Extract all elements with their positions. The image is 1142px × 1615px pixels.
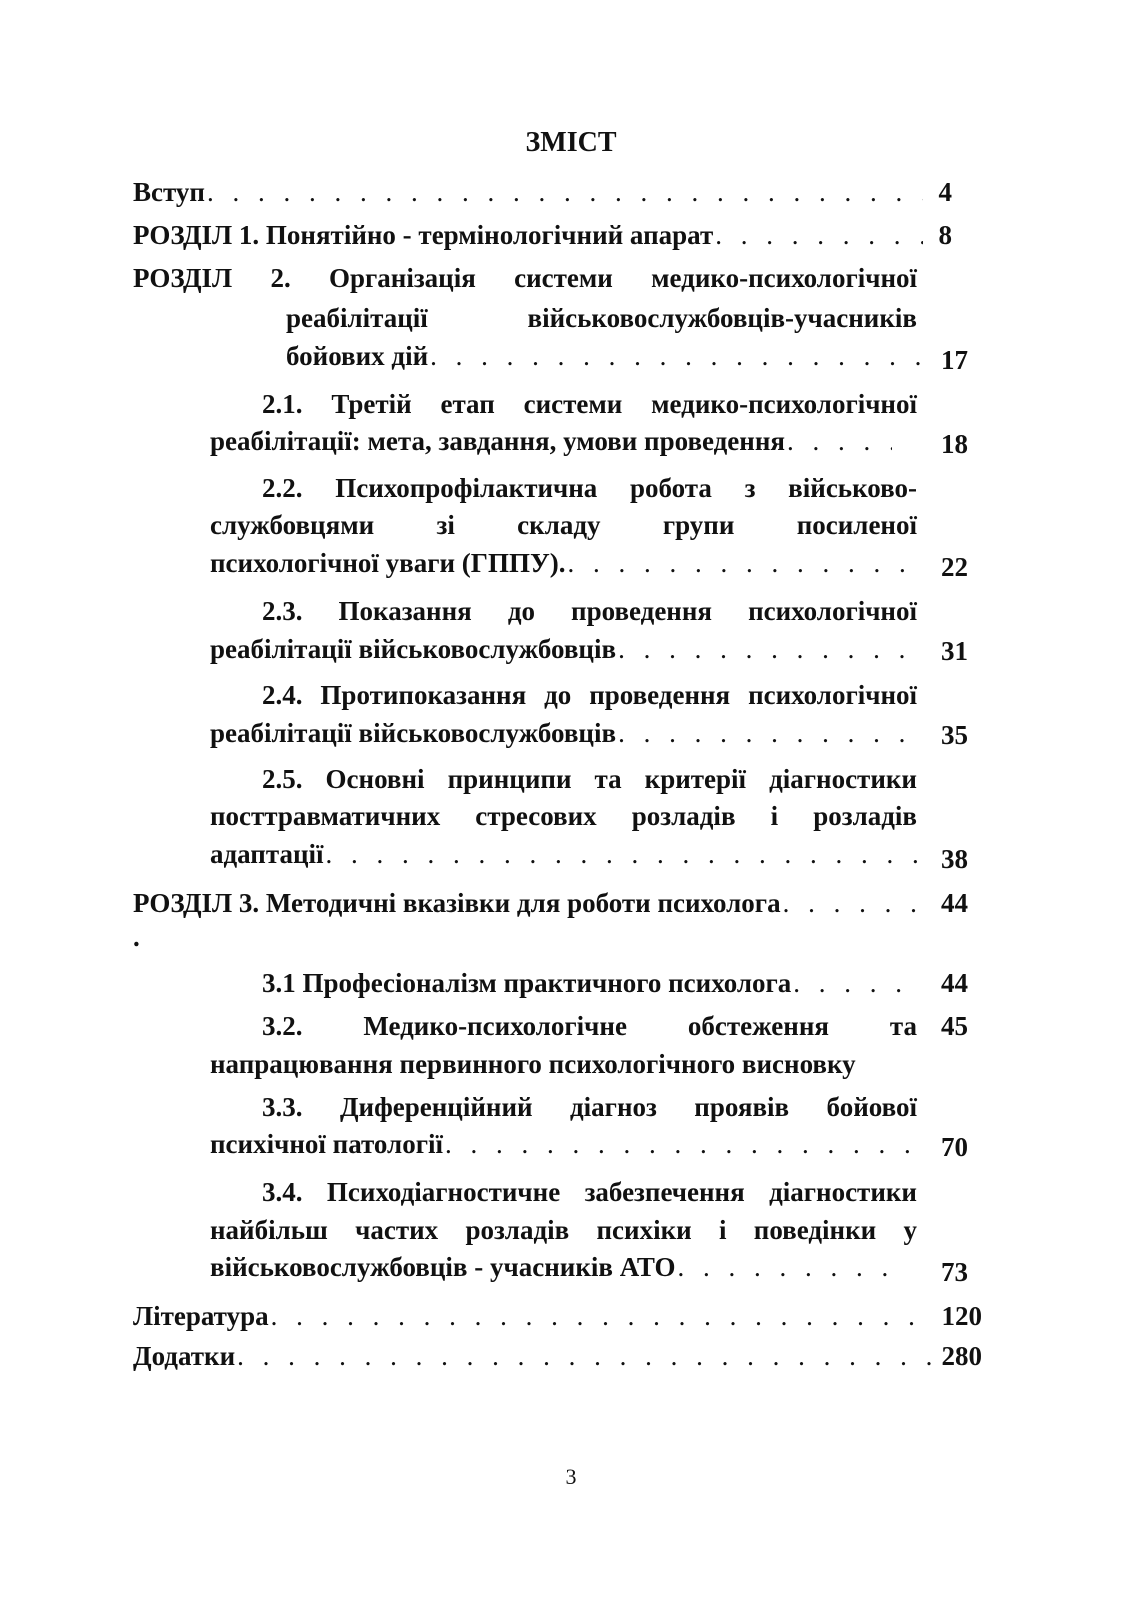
leader-dots — [430, 340, 923, 372]
leader-dots — [715, 219, 923, 251]
toc-entry-3-2-line-2[interactable]: напрацювання первинного психологічного висновку — [210, 1049, 856, 1079]
leader-dots — [568, 547, 922, 579]
toc-page-number: 8 — [938, 220, 952, 250]
toc-entry-appendices[interactable] — [133, 1340, 933, 1372]
toc-entry-3-3-line-1[interactable]: 3.3. Диференційний діагноз проявів бойової — [262, 1092, 917, 1122]
leader-dots — [618, 633, 922, 665]
toc-page-number: 18 — [941, 429, 968, 459]
leader-dots — [445, 1128, 922, 1160]
toc-page-number: 17 — [941, 345, 968, 375]
toc-entry-literature[interactable] — [133, 1300, 933, 1332]
toc-entry-2-5-line-2[interactable]: посттравматичних стресових розладів і розладів — [210, 801, 917, 831]
leader-dots — [618, 717, 922, 749]
toc-page-number: 73 — [941, 1257, 968, 1287]
toc-entry-text: реабілітації військовослужбовців — [210, 634, 617, 664]
leader-dots — [207, 176, 923, 208]
leader-dots — [793, 967, 902, 999]
toc-entry-chapter-1[interactable] — [133, 219, 923, 251]
toc-entry-text: реабілітації військовослужбовців — [210, 718, 617, 748]
toc-page-number: 120 — [941, 1301, 982, 1331]
toc-page-number: 44 — [941, 888, 968, 918]
toc-entry-3-3-line-2[interactable] — [210, 1128, 922, 1160]
toc-entry-text: 3.1 Професіоналізм практичного психолога — [262, 968, 792, 998]
toc-entry-2-1-line-2[interactable] — [210, 425, 892, 457]
toc-entry-2-3-line-1[interactable]: 2.3. Показання до проведення психологічної — [262, 596, 917, 626]
toc-entry-2-4-line-2[interactable] — [210, 717, 922, 749]
toc-entry-text: РОЗДІЛ 3. Методичні вказівки для роботи психолога — [133, 888, 781, 918]
toc-entry-chapter-3[interactable] — [133, 887, 923, 919]
stray-period: . — [133, 922, 140, 952]
toc-title: ЗМІСТ — [525, 127, 617, 158]
toc-entry-text: бойових дій — [286, 341, 429, 371]
toc-page-number: 45 — [941, 1011, 968, 1041]
toc-page-number: 38 — [941, 844, 968, 874]
leader-dots — [678, 1251, 908, 1283]
toc-entry-text: Додатки — [133, 1341, 236, 1371]
toc-entry-2-5-line-3[interactable] — [210, 838, 922, 870]
toc-page-number: 35 — [941, 720, 968, 750]
toc-entry-2-5-line-1[interactable]: 2.5. Основні принципи та критерії діагностики — [262, 764, 917, 794]
toc-entry-2-4-line-1[interactable]: 2.4. Протипоказання до проведення психологічної — [262, 680, 917, 710]
page-number: 3 — [565, 1464, 577, 1489]
toc-page-number: 22 — [941, 552, 968, 582]
leader-dots — [783, 887, 923, 919]
toc-page-number: 280 — [941, 1341, 982, 1371]
toc-entry-3-4-line-1[interactable]: 3.4. Психодіагностичне забезпечення діагностики — [262, 1177, 917, 1207]
leader-dots — [787, 425, 892, 457]
toc-entry-3-4-line-3[interactable] — [210, 1251, 907, 1283]
toc-entry-text: РОЗДІЛ 1. Понятійно - термінологічний апарат — [133, 220, 714, 250]
toc-entry-text: Література — [133, 1301, 269, 1331]
toc-page-number: 31 — [941, 636, 968, 666]
toc-entry-text: психічної патології — [210, 1129, 443, 1159]
toc-entry-2-2-line-2[interactable]: службовцями зі складу групи посиленої — [210, 510, 917, 540]
toc-entry-intro[interactable] — [133, 176, 923, 208]
toc-entry-3-1[interactable] — [262, 967, 902, 999]
leader-dots — [271, 1300, 933, 1332]
leader-dots — [326, 838, 922, 870]
leader-dots — [237, 1340, 933, 1372]
toc-entry-2-1-line-1[interactable]: 2.1. Третій етап системи медико-психологічної — [262, 389, 917, 419]
toc-entry-text: Вступ — [133, 177, 205, 207]
toc-page-number: 70 — [941, 1132, 968, 1162]
toc-page-number: 44 — [941, 968, 968, 998]
toc-entry-3-2-line-1[interactable]: 3.2. Медико-психологічне обстеження та — [262, 1011, 917, 1041]
toc-entry-text: адаптації — [210, 839, 324, 869]
toc-entry-2-2-line-1[interactable]: 2.2. Психопрофілактична робота з військово- — [262, 473, 917, 503]
toc-entry-2-2-line-3[interactable] — [210, 547, 922, 579]
toc-entry-chapter-2-line-3[interactable] — [286, 340, 923, 372]
toc-entry-3-4-line-2[interactable]: найбільш частих розладів психіки і поведінки у — [210, 1215, 917, 1245]
toc-entry-chapter-2-line-1[interactable]: РОЗДІЛ 2. Організація системи медико-психологічної — [133, 263, 917, 293]
toc-entry-text: психологічної уваги (ГППУ). — [210, 548, 566, 578]
toc-entry-chapter-2-line-2[interactable]: реабілітації військовослужбовців-учасників — [286, 303, 917, 333]
toc-entry-text: військовослужбовців - учасників АТО — [210, 1252, 676, 1282]
toc-page-number: 4 — [938, 177, 952, 207]
toc-entry-2-3-line-2[interactable] — [210, 633, 922, 665]
toc-entry-text: реабілітації: мета, завдання, умови проведення — [210, 426, 786, 456]
